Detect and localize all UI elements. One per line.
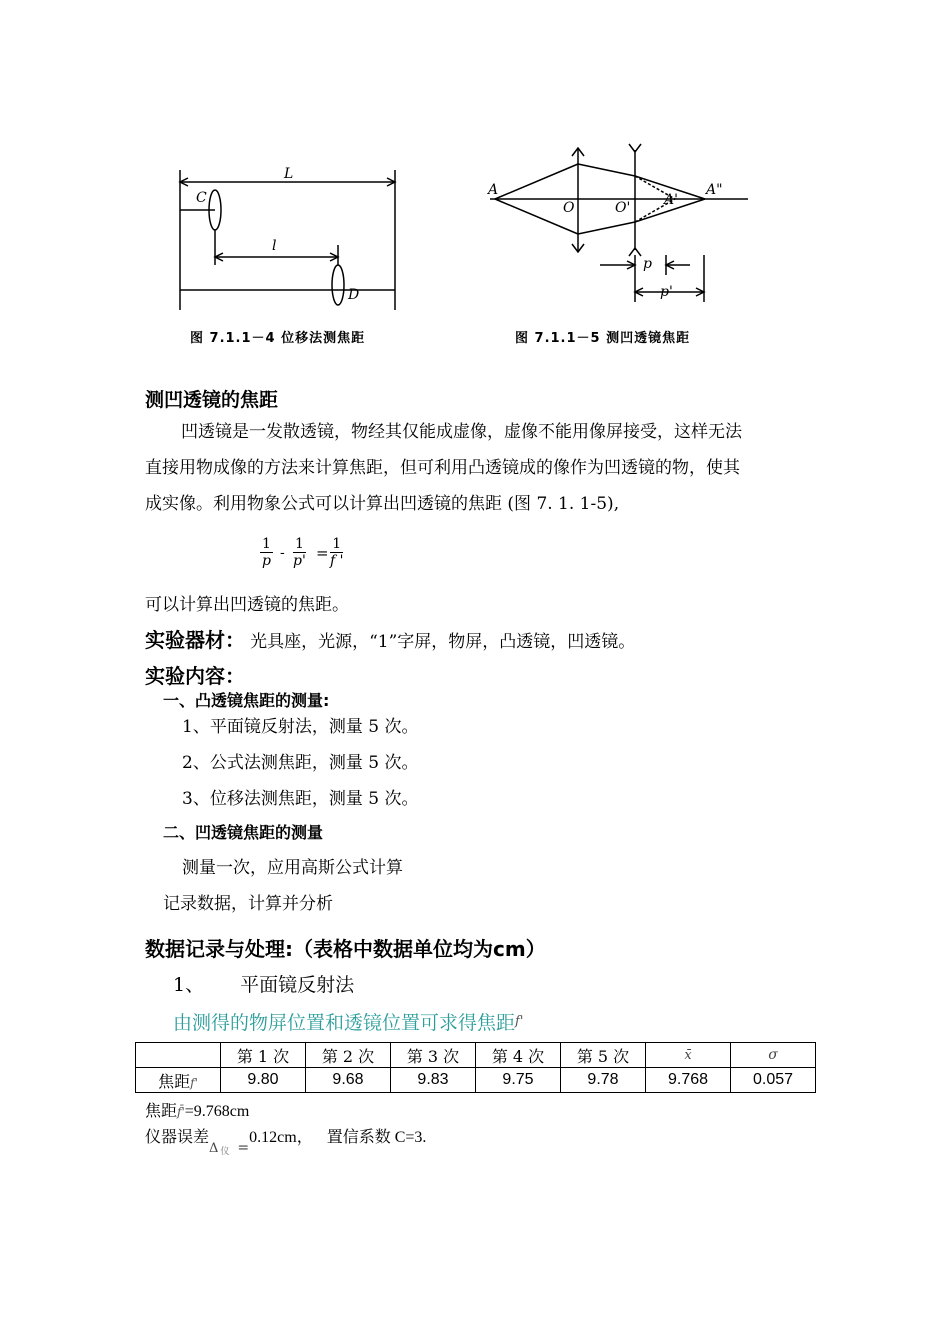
table-cell: 9.68 xyxy=(306,1068,391,1093)
formula-minus: - xyxy=(280,545,285,561)
table-row-symbol: f' xyxy=(190,1075,198,1090)
table-cell: 9.78 xyxy=(561,1068,646,1093)
data-intro xyxy=(173,1008,523,1035)
content-label: 实验内容： xyxy=(145,664,245,688)
figure-caption-left: 图 7.1.1－4 位移法测焦距 xyxy=(190,331,366,346)
label-A-dprime: A" xyxy=(706,182,723,198)
section-title-concave: 测凹透镜的焦距 xyxy=(145,389,279,411)
label-A-prime: A' xyxy=(664,192,678,208)
figure-displacement-method xyxy=(170,160,410,320)
para-line-1: 凹透镜是一发散透镜，物经其仅能成虚像，虚像不能用像屏接受，这样无法 xyxy=(181,422,742,442)
figure-caption-right: 图 7.1.1－5 测凹透镜焦距 xyxy=(515,331,691,346)
data-intro-symbol: f' xyxy=(515,1014,524,1029)
table-cell: 9.80 xyxy=(221,1068,306,1093)
fraction-1-over-p-prime: $\frac{1}{p'}$ xyxy=(293,536,306,569)
after-formula-text: 可以计算出凹透镜的焦距。 xyxy=(145,595,349,615)
fraction-1-over-f-prime: $\frac{1}{f '}$ xyxy=(330,536,344,569)
instr-eq: = xyxy=(237,1140,250,1156)
label-p: p xyxy=(643,256,652,272)
focal-length-table xyxy=(135,1042,816,1093)
para-line-3: 成实像。利用物象公式可以计算出凹透镜的焦距 (图 7. 1. 1-5), xyxy=(145,494,620,514)
method-name: 平面镜反射法 xyxy=(240,974,355,996)
label-p-prime: p' xyxy=(660,284,673,300)
confidence-text: 置信系数 C=3. xyxy=(326,1129,427,1146)
instr-label: 仪器误差 xyxy=(145,1127,210,1146)
table-header-cell: 第 3 次 xyxy=(391,1043,476,1068)
mean-label: 焦距 xyxy=(145,1101,178,1120)
table-header-mean-symbol: x̄ xyxy=(646,1043,731,1068)
part1-title: 一、凸透镜焦距的测量: xyxy=(163,691,330,710)
part2-line-2: 记录数据，计算并分析 xyxy=(163,894,333,914)
mean-value: =9.768cm xyxy=(184,1103,250,1120)
instrument-error-line xyxy=(145,1124,426,1157)
table-cell: 9.75 xyxy=(476,1068,561,1093)
part2-line-1: 测量一次，应用高斯公式计算 xyxy=(182,858,403,878)
equipment-line xyxy=(145,624,635,653)
para-line-2: 直接用物成像的方法来计算焦距，但可利用凸透镜成的像作为凹透镜的物，使其 xyxy=(145,458,740,478)
table-cell: 0.057 xyxy=(731,1068,816,1093)
table-row-label-cell xyxy=(136,1068,221,1093)
table-header-cell: 第 2 次 xyxy=(306,1043,391,1068)
part1-item-2: 2、公式法测焦距，测量 5 次。 xyxy=(182,753,419,773)
paragraph-concave xyxy=(145,414,815,522)
formula-equals: = xyxy=(316,544,329,562)
table-header-cell: 第 1 次 xyxy=(221,1043,306,1068)
table-cell: 9.768 xyxy=(646,1068,731,1093)
equipment-label: 实验器材： xyxy=(145,628,245,652)
fraction-1-over-p: $\frac{1}{p}$ xyxy=(261,536,271,569)
part1-item-1: 1、平面镜反射法，测量 5 次。 xyxy=(182,717,419,737)
instr-value: 0.12cm， xyxy=(249,1129,313,1146)
table-header-cell xyxy=(136,1043,221,1068)
part1-item-3: 3、位移法测焦距，测量 5 次。 xyxy=(182,789,419,809)
table-header-cell: 第 5 次 xyxy=(561,1043,646,1068)
label-A: A xyxy=(488,182,499,198)
instr-sub: 仪 xyxy=(220,1147,230,1157)
label-D: D xyxy=(348,287,360,303)
equipment-text: 光具座，光源，“1”字屏，物屏，凸透镜，凹透镜。 xyxy=(250,632,636,652)
table-cell: 9.83 xyxy=(391,1068,476,1093)
method-line xyxy=(173,970,354,997)
mean-line xyxy=(145,1098,249,1121)
label-C: C xyxy=(196,190,207,206)
table-header-row xyxy=(136,1043,816,1068)
table-header-cell: 第 4 次 xyxy=(476,1043,561,1068)
label-L: L xyxy=(284,166,294,182)
label-l: l xyxy=(272,238,277,254)
mean-symbol: f̄' xyxy=(177,1105,185,1119)
label-O-prime: O' xyxy=(615,200,631,216)
figure-concave-lens xyxy=(480,140,750,310)
part2-title: 二、凹透镜焦距的测量 xyxy=(163,823,324,842)
data-intro-text: 由测得的物屏位置和透镜位置可求得焦距 xyxy=(173,1012,516,1034)
data-section-title: 数据记录与处理:（表格中数据单位均为cm） xyxy=(145,937,546,961)
instr-symbol: Δ xyxy=(209,1141,219,1156)
label-O: O xyxy=(563,200,575,216)
table-header-sigma-symbol: σ xyxy=(731,1043,816,1068)
table-row xyxy=(136,1068,816,1093)
method-number: 1、 xyxy=(173,974,205,996)
table-row-label: 焦距 xyxy=(158,1071,191,1091)
